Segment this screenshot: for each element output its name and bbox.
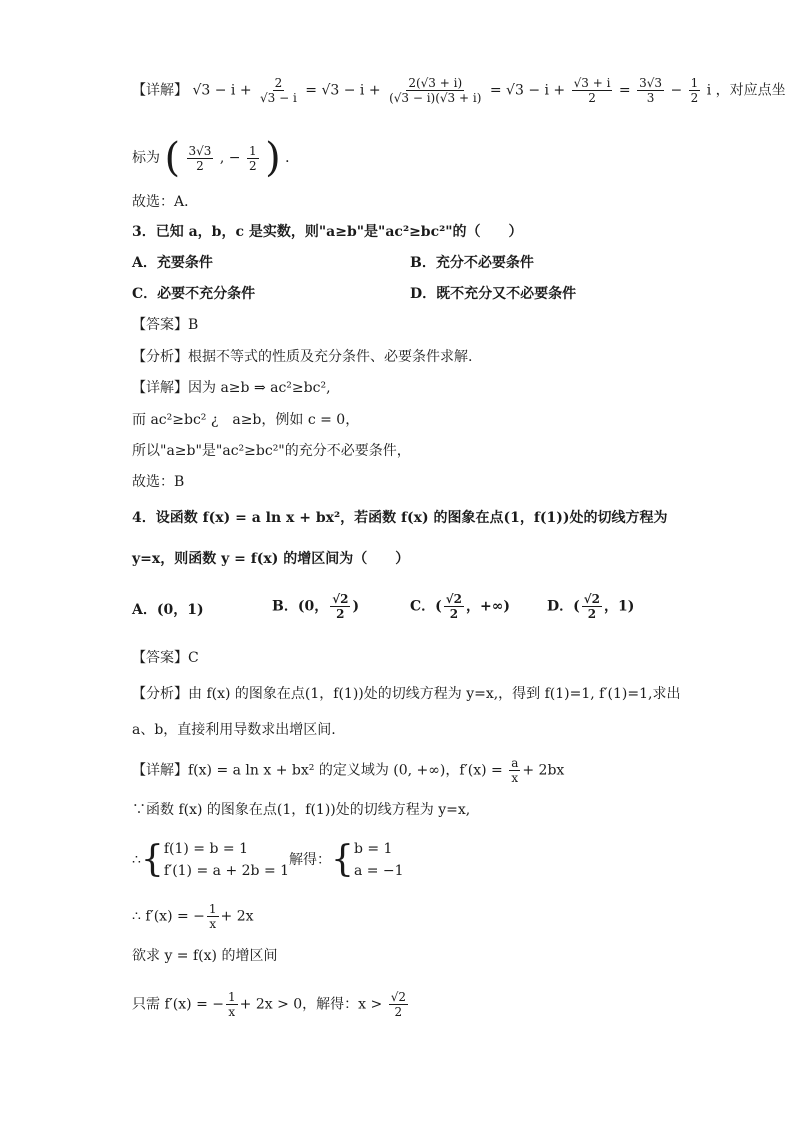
q4-detail-1: 【详解】f(x) = a ln x + bx² 的定义域为 (0, +∞)，f′(x) = $\frac{a}{x}$ + 2bx [132, 756, 565, 785]
q4-detail-2: ∵函数 f(x) 的图象在点(1，f(1))处的切线方程为 y=x, [132, 802, 471, 818]
fraction: $\frac{2(√3 + i)}{(√3 - i)(√3 + i)}$ [389, 76, 482, 105]
q3-choice: 故选：B [132, 474, 185, 490]
math-expr: i ，对应点坐 [706, 82, 786, 99]
q4-option-b: B．(0， $\frac{√2}{2}$ ) [272, 592, 360, 621]
q2-detail-line [132, 76, 786, 105]
q3-detail-2: 而 ac²≥bc² ¿ a≥b，例如 c = 0， [132, 412, 360, 428]
q4-derivative: ∴ f′(x) = − $\frac{1}{x}$ + 2x [132, 902, 254, 931]
math-expr: = [618, 82, 631, 99]
detail-tag: 【详解】 [132, 380, 188, 396]
q2-coord-line [132, 135, 300, 181]
fraction: $\frac{3√3}{3}$ [639, 76, 662, 105]
math-expr: = √3 − i + [489, 82, 566, 99]
analysis-text: 由 f(x) 的图象在点(1，f(1))处的切线方程为 y=x,，得到 f(1)=1, f′(1)=1,求出 [188, 686, 681, 702]
math-expr: = √3 − i + [305, 82, 381, 99]
text: 标为 [132, 150, 160, 166]
math-expr: − [670, 82, 683, 99]
paren-open: ( [164, 135, 181, 181]
fraction: $\frac{2}{√3 - i}$ [260, 76, 297, 105]
detail-text: 因为 a≥b ⇒ ac²≥bc², [188, 380, 331, 396]
q3-option-c: C．必要不充分条件 [132, 286, 256, 302]
q2-choice: 故选：A． [132, 194, 199, 210]
math-expr: √3 − i + [192, 82, 252, 99]
q3-answer: 【答案】B [132, 317, 199, 333]
q4-stem-2: y=x，则函数 y = f(x) 的增区间为（ ） [132, 551, 410, 567]
q4-system: ∴{ f(1) = b = 1 f′(1) = a + 2b = 1 解得：{ b = 1 a = −1 [132, 839, 404, 880]
q4-seek: 欲求 y = f(x) 的增区间 [132, 948, 278, 964]
fraction: $\frac{3√3}{2}$ [188, 143, 212, 173]
fraction: $\frac{1}{2}$ [248, 143, 257, 173]
paren-close: ) [265, 135, 281, 181]
math-expr: , − [219, 150, 241, 166]
q4-option-a: A．(0，1) [132, 602, 204, 618]
analysis-tag: 【分析】 [132, 349, 188, 365]
q3-detail-3: 所以"a≥b"是"ac²≥bc²"的充分不必要条件， [132, 443, 411, 459]
fraction: $\frac{1}{2}$ [690, 76, 699, 105]
analysis-tag: 【分析】 [132, 686, 188, 702]
q4-analysis-1 [132, 684, 680, 704]
q3-option-d: D．既不充分又不必要条件 [410, 286, 577, 302]
q4-answer: 【答案】C [132, 650, 199, 666]
q3-option-b: B．充分不必要条件 [410, 255, 534, 271]
q4-analysis-2: a、b，直接利用导数求出增区间. [132, 722, 336, 738]
q3-detail-1 [132, 378, 331, 398]
q3-analysis [132, 347, 472, 367]
analysis-text: 根据不等式的性质及充分条件、必要条件求解. [188, 349, 473, 365]
text: ． [285, 150, 300, 166]
q4-need: 只需 f′(x) = − $\frac{1}{x}$ + 2x > 0，解得：x > $\frac{√2}{2}$ [132, 990, 406, 1019]
q4-option-d: D．( $\frac{√2}{2}$ ，1) [547, 592, 635, 621]
q4-stem-1: 4．设函数 f(x) = a ln x + bx²，若函数 f(x) 的图象在点(1，f(1))处的切线方程为 [132, 510, 668, 526]
q4-option-c: C．( $\frac{√2}{2}$ ，+∞) [410, 592, 511, 621]
fraction: $\frac{√3 + i}{2}$ [573, 76, 611, 105]
detail-tag: 【详解】 [132, 762, 188, 779]
detail-tag: 【详解】 [132, 82, 188, 99]
q3-stem: 3．已知 a，b，c 是实数，则"a≥b"是"ac²≥bc²"的（ ） [132, 224, 523, 240]
q3-option-a: A．充要条件 [132, 255, 213, 271]
